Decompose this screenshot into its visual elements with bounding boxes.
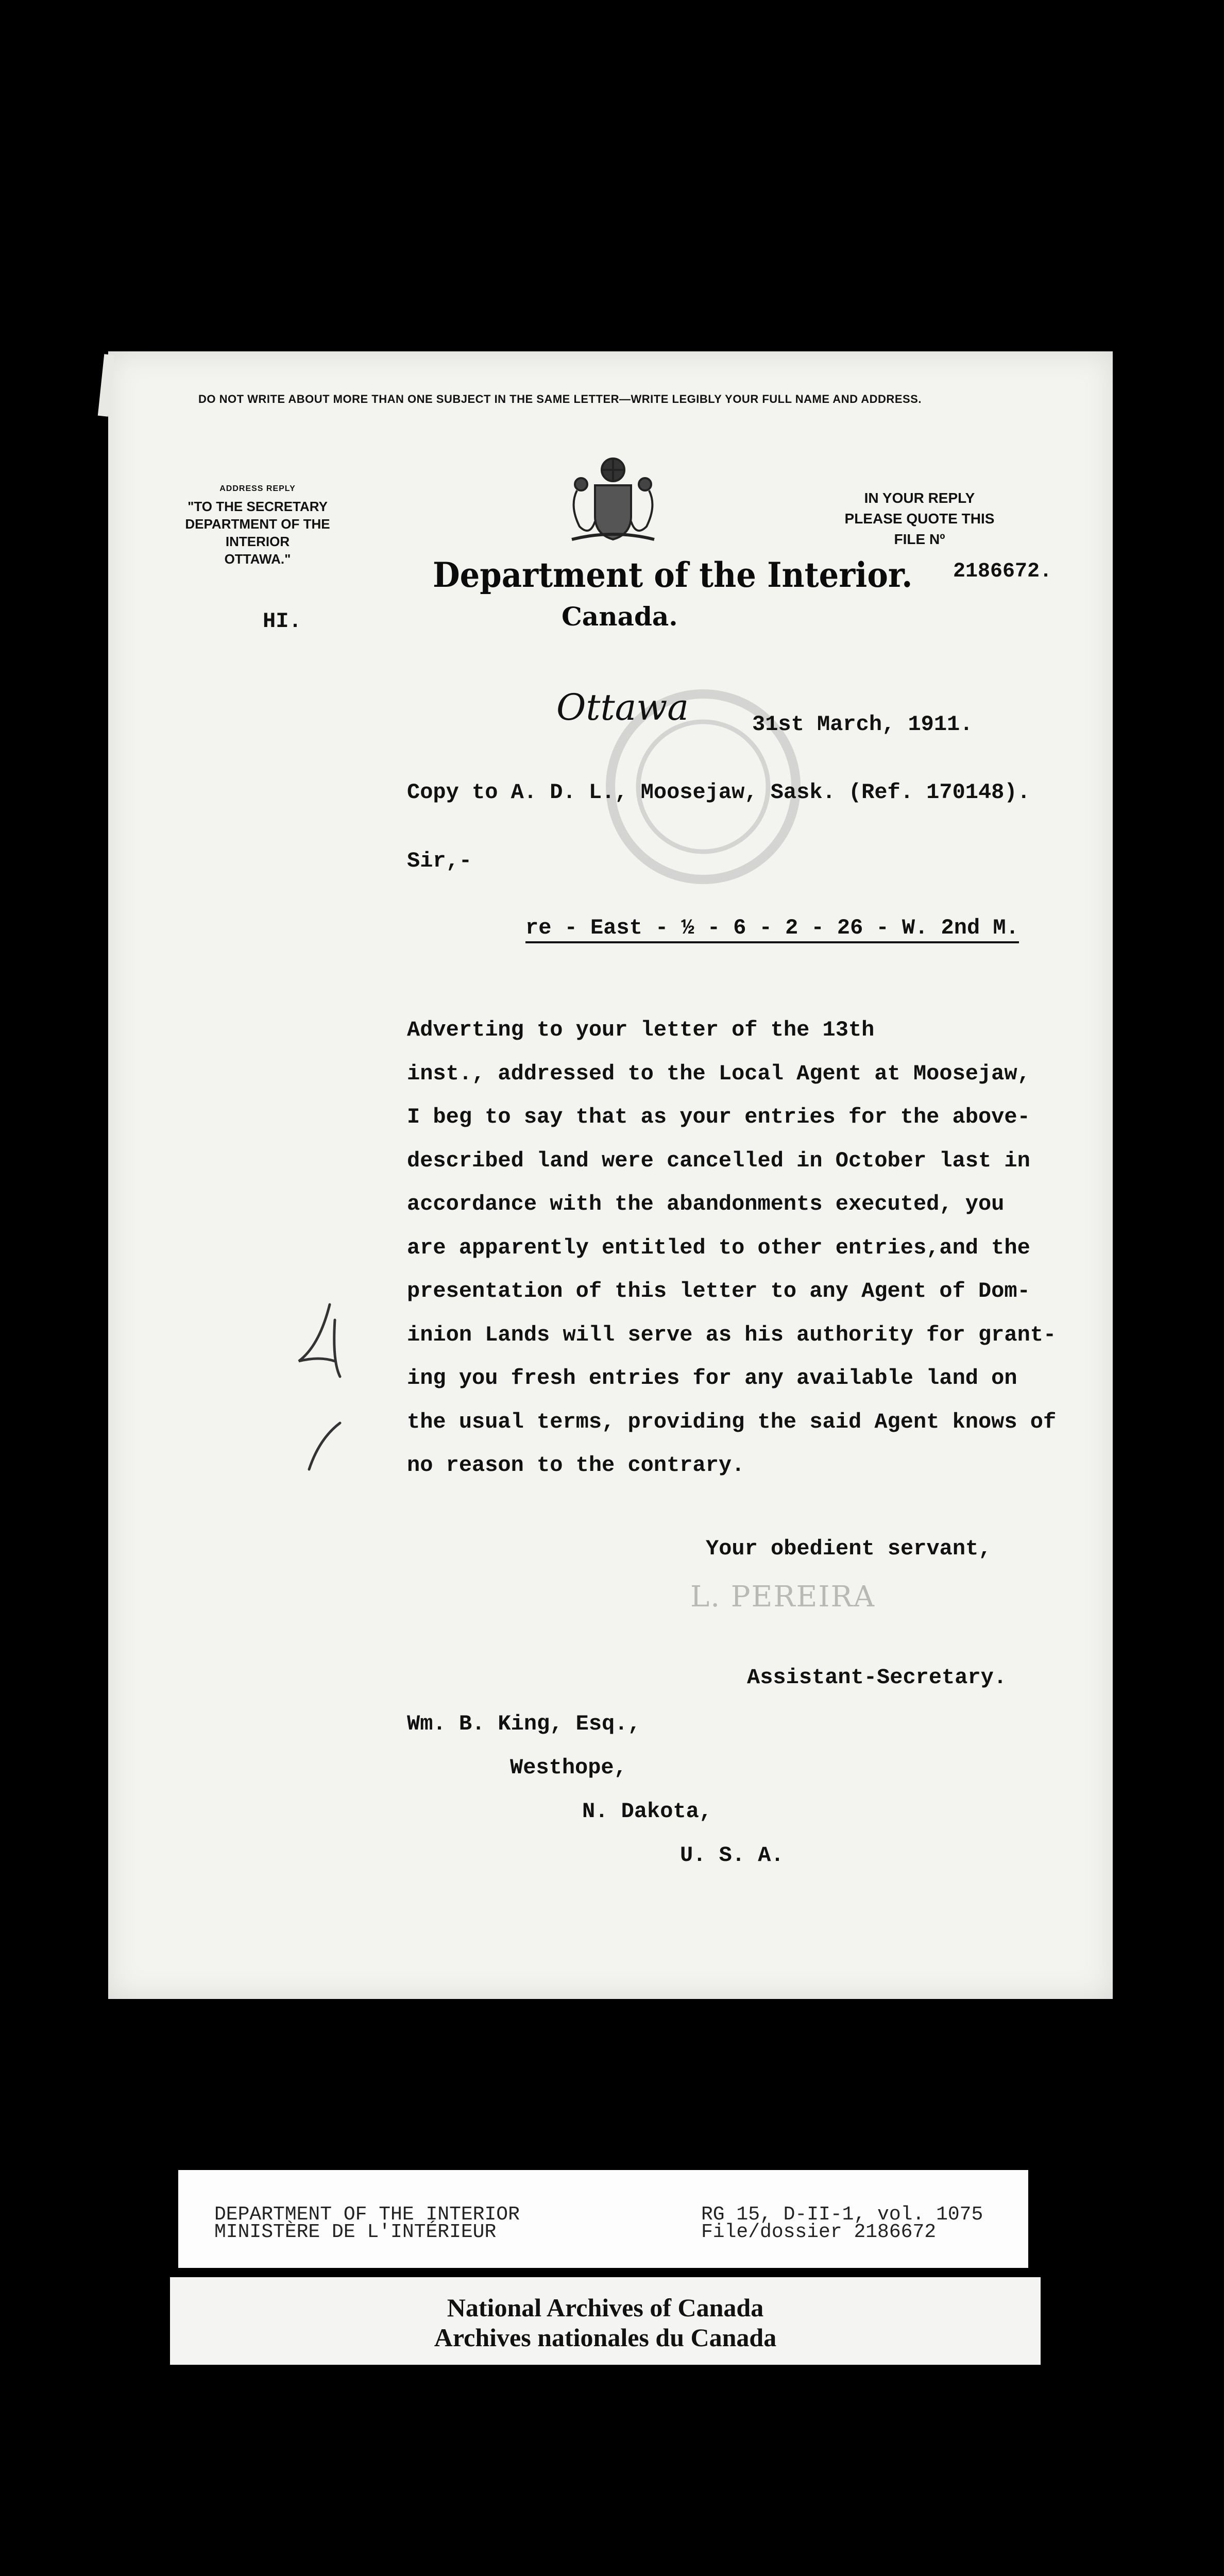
- address-reply-line3: OTTAWA.": [224, 551, 291, 567]
- archive-label-left-line1: DEPARTMENT OF THE INTERIOR: [214, 2204, 520, 2226]
- recipient-state: N. Dakota,: [582, 1799, 712, 1824]
- recipient-country: U. S. A.: [680, 1843, 784, 1868]
- recipient-name: Wm. B. King, Esq.,: [407, 1711, 641, 1736]
- coat-of-arms-icon: [556, 449, 670, 552]
- pencil-mark-icon: [273, 1289, 376, 1495]
- typist-initials: HI.: [263, 609, 302, 634]
- closing-line: Your obedient servant,: [706, 1536, 992, 1561]
- body-line: inst., addressed to the Local Agent at Moosejaw,: [407, 1061, 1030, 1086]
- archive-name-label: [170, 2277, 1041, 2365]
- address-reply-line1: "TO THE SECRETARY: [188, 499, 328, 514]
- city-script: Ottawa: [556, 686, 689, 728]
- archive-label-right-line2: File/dossier 2186672: [701, 2221, 937, 2243]
- reply-note-line1: IN YOUR REPLY: [864, 490, 975, 506]
- country-heading: Canada.: [562, 601, 678, 632]
- archive-name-line1: National Archives of Canada: [447, 2293, 764, 2322]
- department-heading: Department of the Interior.: [433, 555, 913, 595]
- letter-date: 31st March, 1911.: [752, 712, 973, 737]
- body-line: Adverting to your letter of the 13th: [407, 1018, 875, 1042]
- body-line: described land were cancelled in October last in: [407, 1148, 1030, 1173]
- signer-title: Assistant-Secretary.: [747, 1665, 1007, 1690]
- body-line: accordance with the abandonments executed, you: [407, 1192, 1005, 1216]
- body-line: inion Lands will serve as his authority for grant-: [407, 1322, 1057, 1347]
- archive-label-right: [701, 2206, 983, 2241]
- archive-reference-label: [178, 2170, 1028, 2268]
- top-instruction-note: DO NOT WRITE ABOUT MORE THAN ONE SUBJECT IN THE SAME LETTER—WRITE LEGIBLY YOUR FULL NAME AND ADDRESS.: [198, 393, 922, 405]
- salutation: Sir,-: [407, 849, 472, 873]
- letter-page: [108, 351, 1113, 1999]
- reply-note-line3: FILE Nº: [894, 531, 945, 547]
- archive-label-left-line2: MINISTÈRE DE L'INTÉRIEUR: [214, 2221, 497, 2243]
- archive-label-left: [214, 2206, 520, 2241]
- reference-line: re - East - ½ - 6 - 2 - 26 - W. 2nd M.: [525, 916, 1019, 943]
- address-reply-block: [155, 480, 361, 568]
- body-line: presentation of this letter to any Agent of Dom-: [407, 1279, 1030, 1303]
- archive-name-text: [170, 2293, 1041, 2352]
- body-line: no reason to the contrary.: [407, 1453, 745, 1478]
- recipient-town: Westhope,: [510, 1755, 627, 1780]
- reply-note-block: [829, 488, 1010, 550]
- copy-to-line: Copy to A. D. L., Moosejaw, Sask. (Ref. 170148).: [407, 780, 1030, 805]
- signature-stamp: L. PEREIRA: [690, 1580, 876, 1614]
- body-line: I beg to say that as your entries for the above-: [407, 1105, 1030, 1129]
- body-line: are apparently entitled to other entries,and the: [407, 1235, 1030, 1260]
- address-reply-line2: DEPARTMENT OF THE INTERIOR: [185, 516, 330, 549]
- letter-body: [407, 1008, 1102, 1487]
- address-reply-small: ADDRESS REPLY: [219, 484, 296, 493]
- file-number: 2186672.: [953, 560, 1052, 583]
- archive-name-line2: Archives nationales du Canada: [434, 2323, 777, 2352]
- body-line: ing you fresh entries for any available land on: [407, 1366, 1017, 1391]
- archive-label-right-line1: RG 15, D-II-1, vol. 1075: [701, 2204, 983, 2226]
- reply-note-line2: PLEASE QUOTE THIS: [844, 511, 995, 527]
- body-line: the usual terms, providing the said Agent knows of: [407, 1409, 1057, 1434]
